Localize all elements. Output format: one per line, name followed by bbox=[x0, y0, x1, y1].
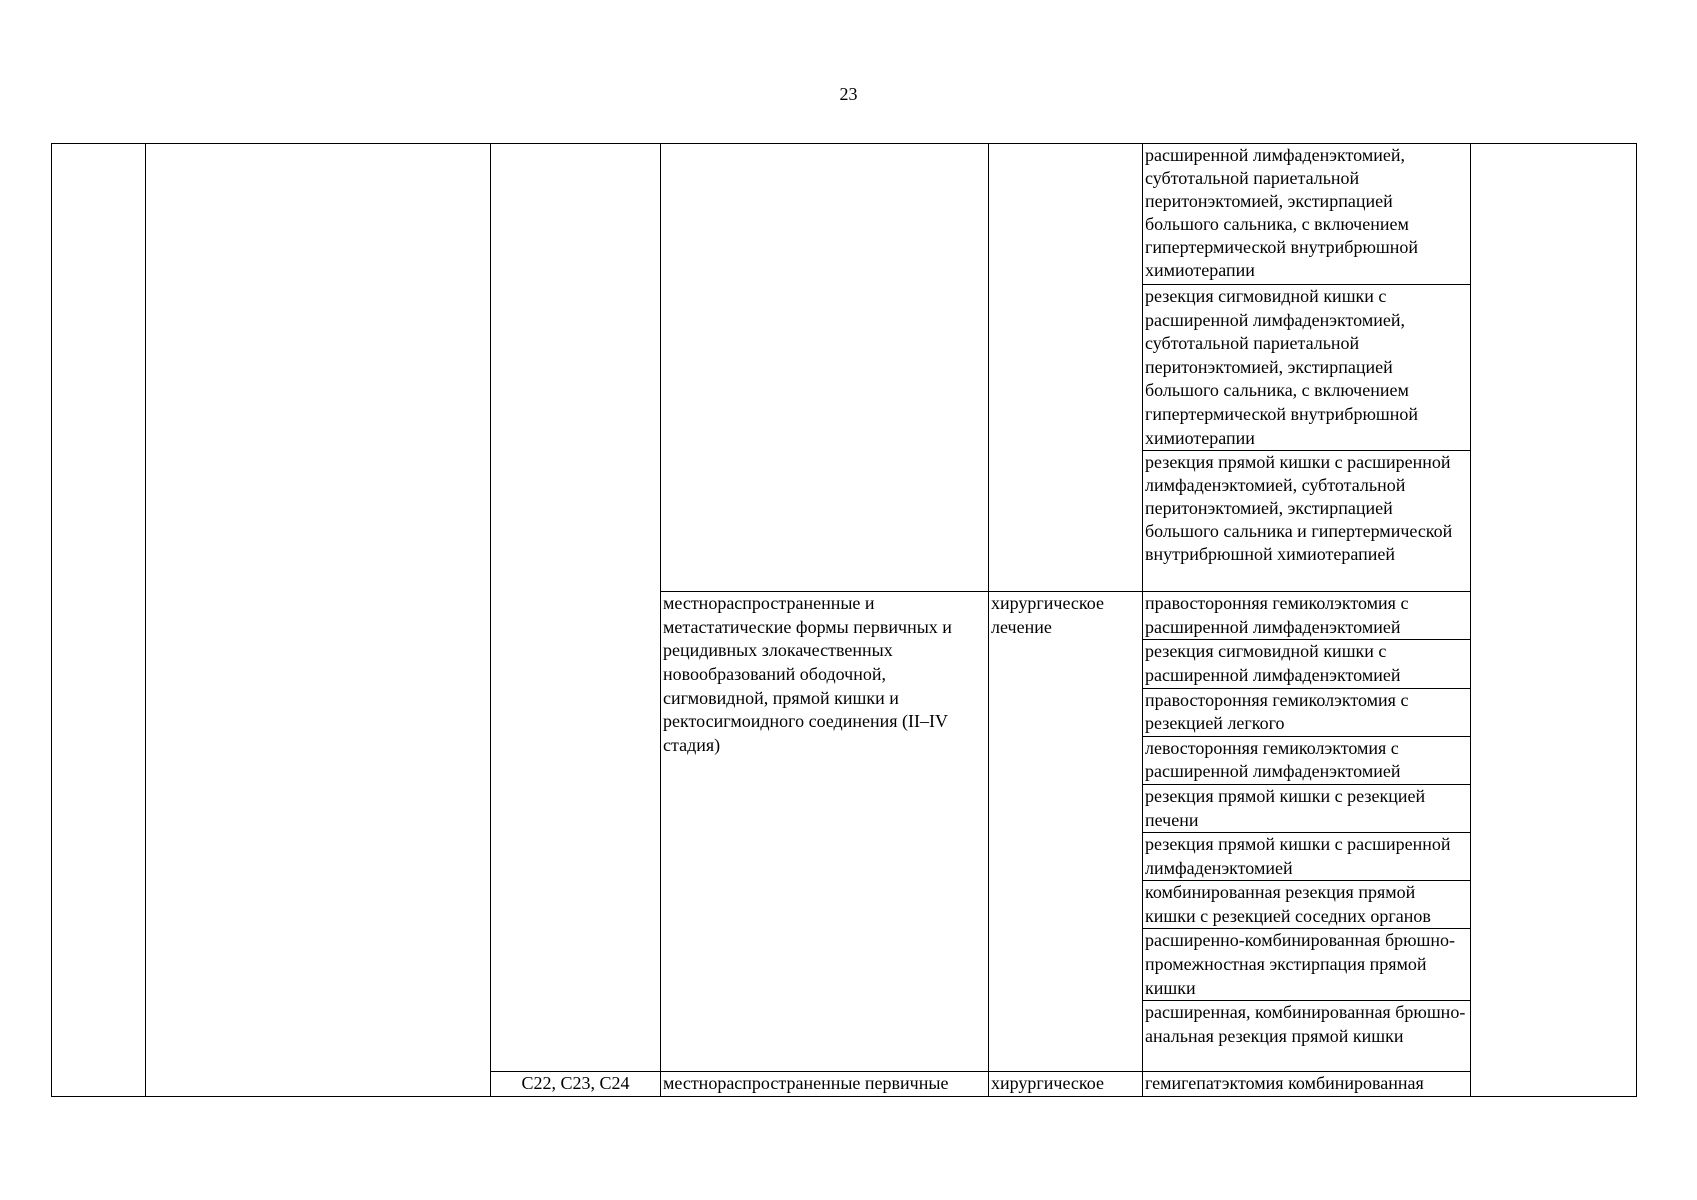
cell-treatment-type bbox=[989, 144, 1143, 592]
cell-treatment-method: резекция сигмовидной кишки с расширенной лимфаденэктомией, субтотальной париетальной перитонэктомией, экстирпацией большого сальника, с включением гипертермической внутрибрюшной химиотерапии bbox=[1143, 285, 1471, 451]
cell-treatment-method: комбинированная резекция прямой кишки с резекцией соседних органов bbox=[1143, 881, 1471, 929]
cell-norm bbox=[1471, 144, 1637, 1097]
cell-treatment-method: резекция прямой кишки с расширенной лимфаденэктомией, субтотальной перитонэктомией, экстирпацией большого сальника и гипертермической внутрибрюшной химиотерапией bbox=[1143, 451, 1471, 592]
cell-treatment-method: расширенно-комбинированная брюшно-промежностная экстирпация прямой кишки bbox=[1143, 929, 1471, 1001]
cell-patient-model: местнораспространенные первичные bbox=[661, 1072, 989, 1097]
cell-icd-code bbox=[491, 144, 661, 1072]
table-row bbox=[52, 144, 1637, 285]
cell-treatment-method: расширенная, комбинированная брюшно-анальная резекция прямой кишки bbox=[1143, 1001, 1471, 1072]
cell-treatment-method: правосторонняя гемиколэктомия с расширенной лимфаденэктомией bbox=[1143, 592, 1471, 640]
cell-treatment-method: резекция прямой кишки с расширенной лимфаденэктомией bbox=[1143, 833, 1471, 881]
medical-care-table bbox=[51, 143, 1637, 1097]
cell-treatment-method: правосторонняя гемиколэктомия с резекцией легкого bbox=[1143, 688, 1471, 736]
cell-treatment-method: гемигепатэктомия комбинированная bbox=[1143, 1072, 1471, 1097]
cell-treatment-type: хирургическое лечение bbox=[989, 592, 1143, 1072]
cell-patient-model: местнораспространенные и метастатические формы первичных и рецидивных злокачественных новообразований ободочной, сигмовидной, прямой кишки и ректосигмоидного соединения (II–IV стадия) bbox=[661, 592, 989, 1072]
cell-treatment-method: расширенной лимфаденэктомией, субтотальной париетальной перитонэктомией, экстирпацией большого сальника, с включением гипертермической внутрибрюшной химиотерапии bbox=[1143, 144, 1471, 285]
cell-patient-model bbox=[661, 144, 989, 592]
cell-icd-code: C22, C23, C24 bbox=[491, 1072, 661, 1097]
cell-profile-name bbox=[146, 144, 491, 1097]
cell-treatment-method: резекция прямой кишки с резекцией печени bbox=[1143, 784, 1471, 832]
cell-treatment-method: резекция сигмовидной кишки с расширенной лимфаденэктомией bbox=[1143, 640, 1471, 688]
page-number: 23 bbox=[839, 84, 858, 104]
cell-treatment-type: хирургическое bbox=[989, 1072, 1143, 1097]
cell-treatment-method: левосторонняя гемиколэктомия с расширенной лимфаденэктомией bbox=[1143, 736, 1471, 784]
cell-number bbox=[52, 144, 146, 1097]
